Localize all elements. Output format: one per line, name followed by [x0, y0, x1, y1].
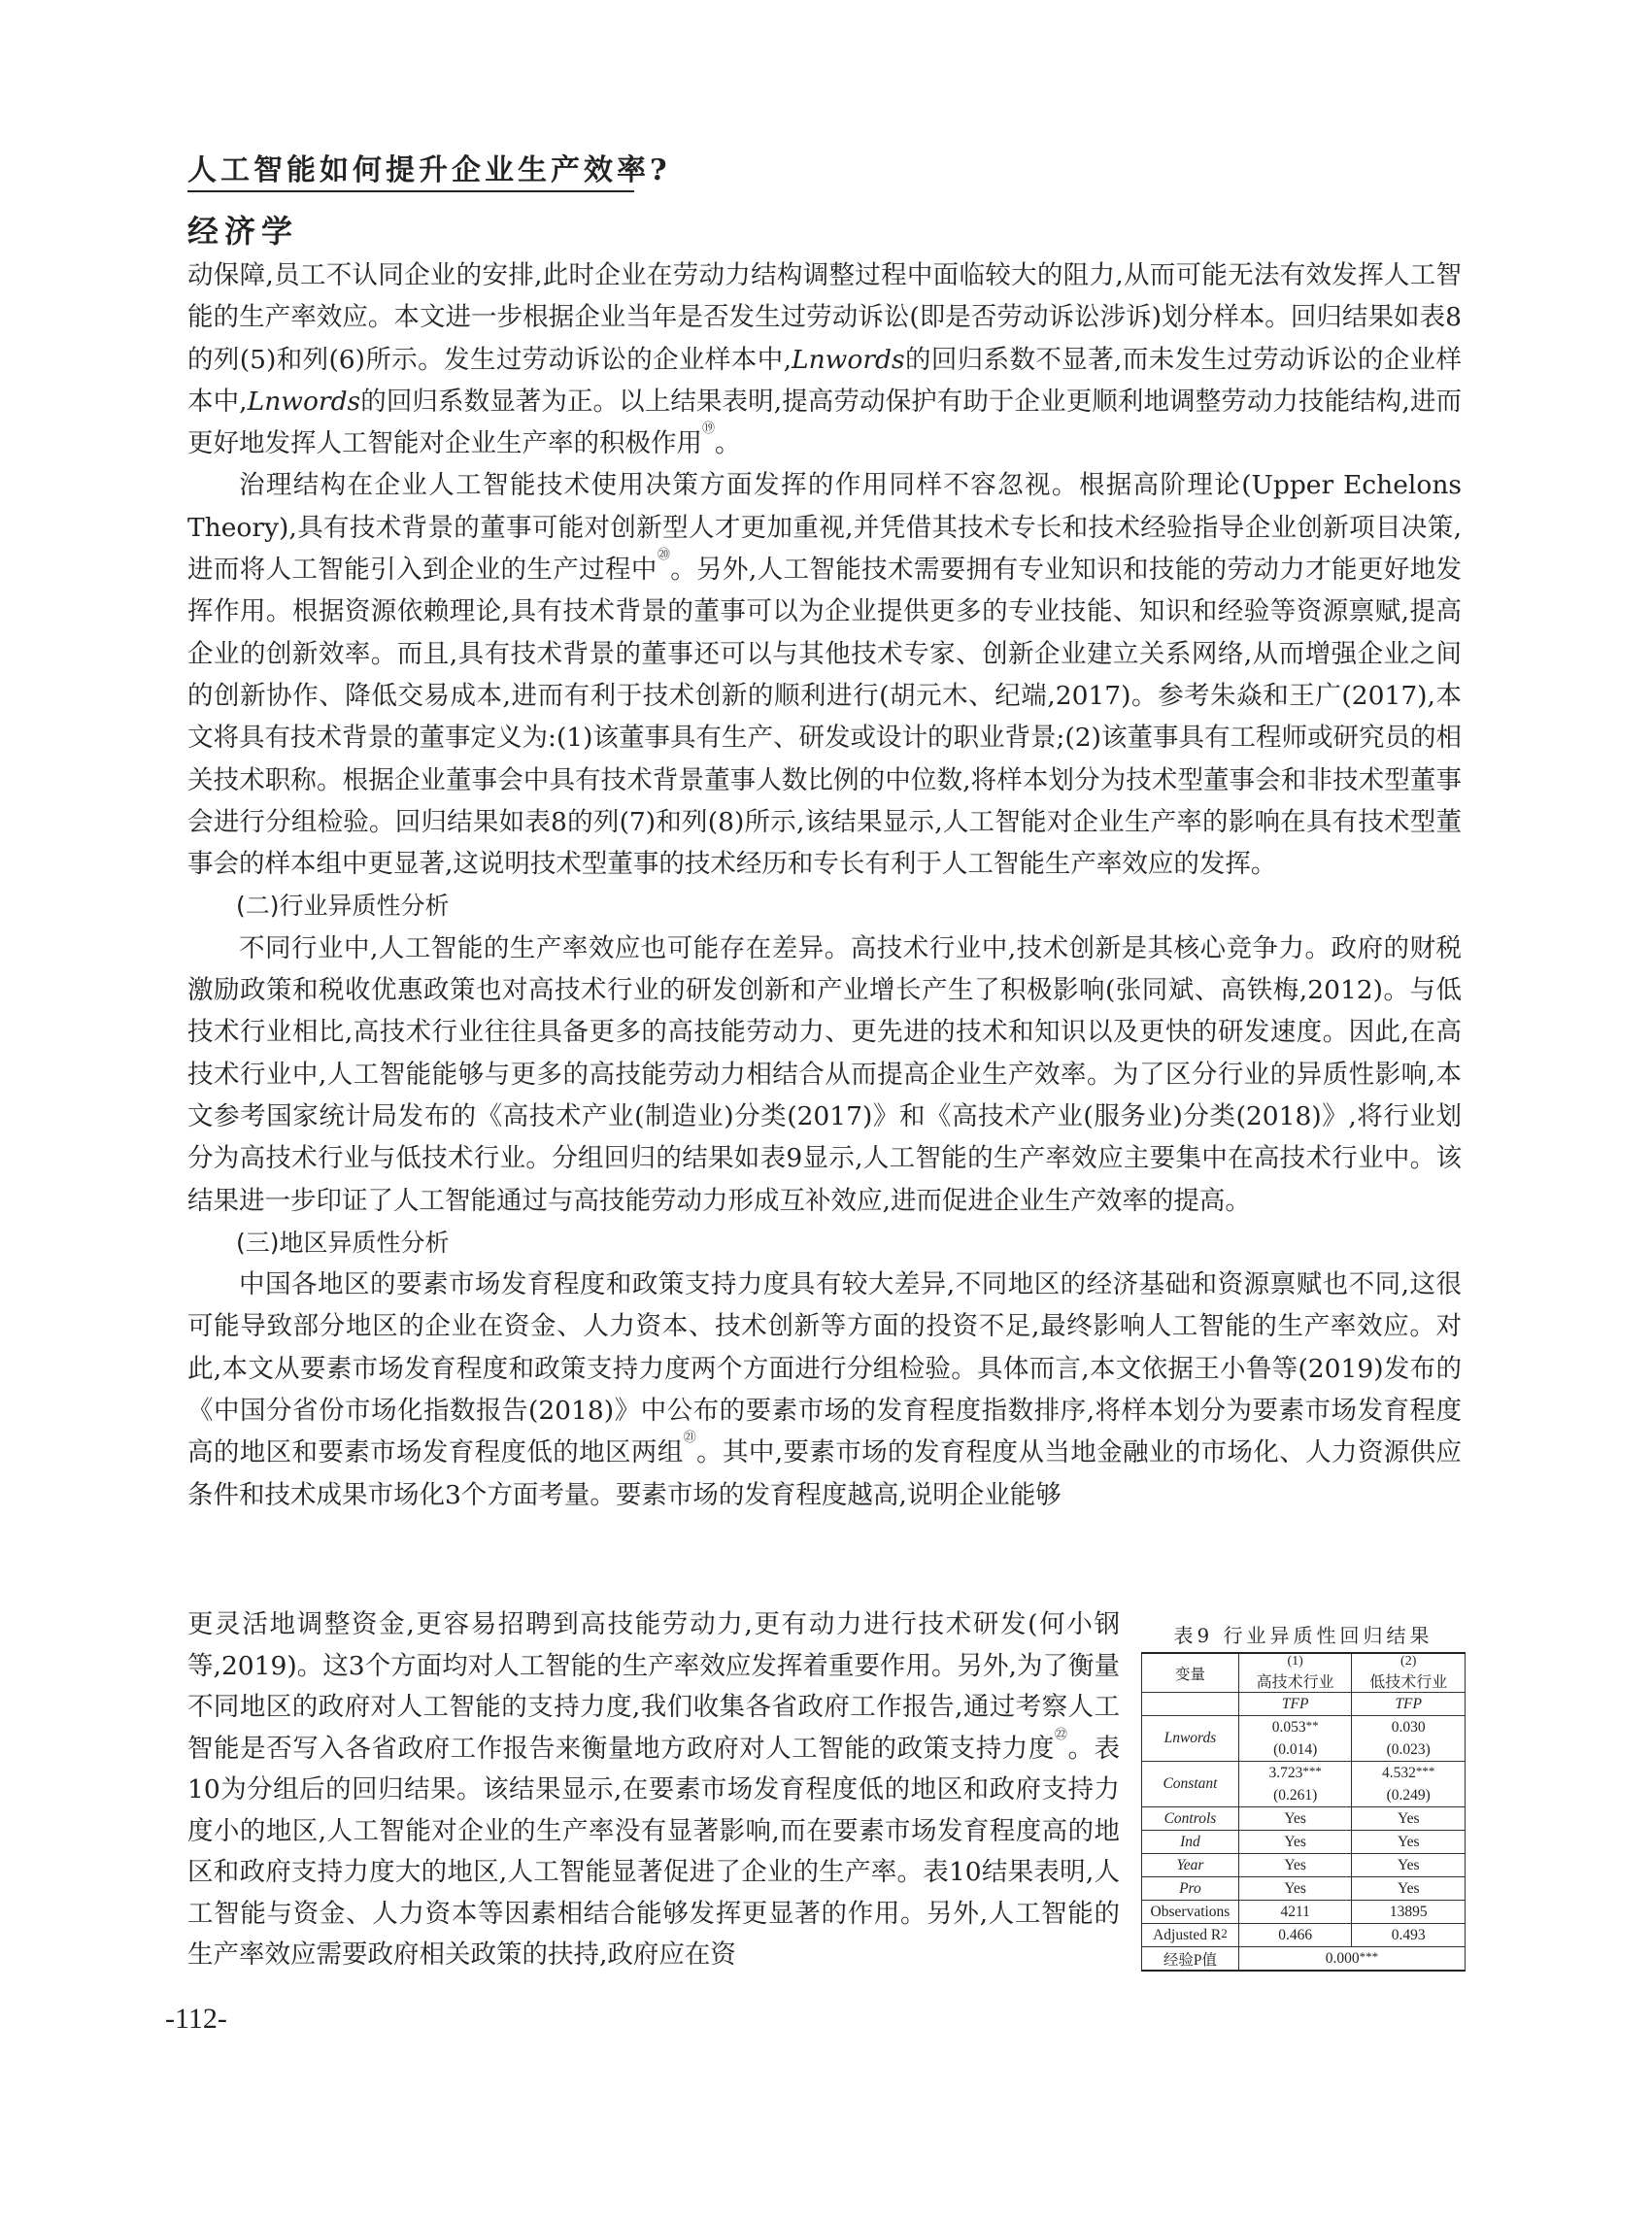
row-label-observations: Observations: [1142, 1901, 1239, 1924]
se-constant-2: (0.249): [1352, 1784, 1466, 1807]
footnote-ref: ㉒: [1054, 1727, 1068, 1742]
controls-1: Yes: [1238, 1807, 1352, 1831]
section-heading-region: (三)地区异质性分析: [236, 1228, 450, 1257]
paragraph-region-cont: 更灵活地调整资金,更容易招聘到高技能劳动力,更有动力进行技术研发(何小钢等,2019)。这3个方面均对人工智能的生产率效应发挥着重要作用。另外,为了衡量不同地区的政府对人工智能的支持力度,我们收集各省政府工作报告,通过考察人工智能是否写入各省政府工作报告来衡量地方政府对人工智能的政策支持力度$^㉒$。表10为分组后的回归结果。该结果显示,在要素市场发育程度低的地区和政府支持力度小的地区,人工智能对企业的生产率没有显著影响,而在要素市场发育程度高的地区和政府支持力度大的地区,人工智能显著促进了企业的生产率。表10结果表明,人工智能与资金、人力资本等因素相结合能够发挥更显著的作用。另外,人工智能的生产率效应需要政府相关政策的扶持,政府应在资: [187, 1609, 1120, 1970]
header-col2-name: 低技术行业: [1352, 1670, 1466, 1693]
paragraph-governance: 治理结构在企业人工智能技术使用决策方面发挥的作用同样不容忽视。根据高阶理论(Upper Echelons Theory),具有技术背景的董事可能对创新型人才更加重视,并凭借其技术专长和技术经验指导企业创新项目决策,进而将人工智能引入到企业的生产过程中⑳。另外,人工智能技术需要拥有专业知识和技能的劳动力才能更好地发挥作用。根据资源依赖理论,具有技术背景的董事可以为企业提供更多的专业技能、知识和经验等资源禀赋,提高企业的创新效率。而且,具有技术背景的董事还可以与其他技术专家、创新企业建立关系网络,从而增强企业之间的创新协作、降低交易成本,进而有利于技术创新的顺利进行(胡元木、纪端,2017)。参考朱焱和王广(2017),本文将具有技术背景的董事定义为:(1)该董事具有生产、研发或设计的职业背景;(2)该董事具有工程师或研究员的相关技术职称。根据企业董事会中具有技术背景董事人数比例的中位数,将样本划分为技术型董事会和非技术型董事会进行分组检验。回归结果如表8的列(7)和列(8)所示,该结果显示,人工智能对企业生产率的影响在具有技术型董事会的样本组中更显著,这说明技术型董事的技术经历和专长有利于人工智能生产率效应的发挥。: [187, 470, 1462, 880]
row-label-adjusted-r2: Adjusted $R^2$: [1142, 1924, 1239, 1947]
page-number: -112-: [165, 2003, 227, 2035]
header-rule: [187, 190, 634, 192]
header-col1-num: (1): [1238, 1653, 1352, 1670]
dep-var-1: TFP: [1238, 1693, 1352, 1716]
obs-1: 4211: [1238, 1901, 1352, 1924]
ind-1: Yes: [1238, 1831, 1352, 1854]
row-label-ind: Ind: [1142, 1831, 1239, 1854]
coef-lnwords-1: 0.053**: [1238, 1716, 1352, 1739]
coef-constant-2: 4.532***: [1352, 1762, 1466, 1785]
paragraph-region: 中国各地区的要素市场发育程度和政策支持力度具有较大差异,不同地区的经济基础和资源禀赋也不同,这很可能导致部分地区的企业在资金、人力资本、技术创新等方面的投资不足,最终影响人工智能的生产率效应。对此,本文从要素市场发育程度和政策支持力度两个方面进行分组检验。具体而言,本文依据王小鲁等(2019)发布的《中国分省份市场化指数报告(2018)》中公布的要素市场的发育程度指数排序,将样本划分为要素市场发育程度高的地区和要素市场发育程度低的地区两组$^㉑$。其中,要素市场的发育程度从当地金融业的市场化、人力资源供应条件和技术成果市场化3个方面考量。要素市场的发育程度越高,说明企业能够: [187, 1269, 1462, 1510]
coef-constant-1: 3.723***: [1238, 1762, 1352, 1785]
obs-2: 13895: [1352, 1901, 1466, 1924]
header-variable: 变量: [1142, 1653, 1239, 1693]
table-caption: 表9 行业异质性回归结果: [1173, 1624, 1433, 1647]
year-2: Yes: [1352, 1854, 1466, 1877]
year-1: Yes: [1238, 1854, 1352, 1877]
coef-lnwords-2: 0.030: [1352, 1716, 1466, 1739]
se-constant-1: (0.261): [1238, 1784, 1352, 1807]
pvalue: 0.000***: [1238, 1947, 1465, 1972]
regression-table: [1141, 1652, 1466, 1972]
row-label-pro: Pro: [1142, 1877, 1239, 1901]
footnote-ref: ⑲: [702, 422, 716, 437]
pro-1: Yes: [1238, 1877, 1352, 1901]
se-lnwords-2: (0.023): [1352, 1738, 1466, 1762]
wrapped-text: [187, 1604, 1120, 1976]
controls-2: Yes: [1352, 1807, 1466, 1831]
section-heading-industry: (二)行业异质性分析: [236, 892, 450, 921]
row-label-year: Year: [1142, 1854, 1239, 1877]
table-9: [1141, 1620, 1466, 1972]
main-text: [187, 254, 1462, 1516]
se-lnwords-1: (0.014): [1238, 1738, 1352, 1762]
r2-2: 0.493: [1352, 1924, 1466, 1947]
footnote-ref: ㉑: [683, 1431, 697, 1446]
dep-var-2: TFP: [1352, 1693, 1466, 1716]
row-label-pvalue: 经验P值: [1142, 1947, 1239, 1972]
row-label-lnwords: Lnwords: [1142, 1716, 1239, 1762]
r2-1: 0.466: [1238, 1924, 1352, 1947]
header-col2-num: (2): [1352, 1653, 1466, 1670]
pro-2: Yes: [1352, 1877, 1466, 1901]
cell-empty: [1142, 1693, 1239, 1716]
var-lnwords: Lnwords: [792, 344, 905, 375]
running-title: 人工智能如何提升企业生产效率?: [187, 153, 671, 187]
ind-2: Yes: [1352, 1831, 1466, 1854]
section-label: 经济学: [187, 213, 299, 250]
footnote-ref: ⑳: [657, 548, 671, 563]
var-lnwords: Lnwords: [247, 386, 361, 417]
paragraph-labor-protection: 动保障,员工不认同企业的安排,此时企业在劳动力结构调整过程中面临较大的阻力,从而可能无法有效发挥人工智能的生产率效应。本文进一步根据企业当年是否发生过劳动诉讼(即是否劳动诉讼涉诉)划分样本。回归结果如表8的列(5)和列(6)所示。发生过劳动诉讼的企业样本中,Lnwords的回归系数不显著,而未发生过劳动诉讼的企业样本中,Lnwords的回归系数显著为正。以上结果表明,提高劳动保护有助于企业更顺利地调整劳动力技能结构,进而更好地发挥人工智能对企业生产率的积极作用⑲。: [187, 260, 1462, 459]
header-col1-name: 高技术行业: [1238, 1670, 1352, 1693]
row-label-constant: Constant: [1142, 1762, 1239, 1807]
paragraph-industry: 不同行业中,人工智能的生产率效应也可能存在差异。高技术行业中,技术创新是其核心竞争力。政府的财税激励政策和税收优惠政策也对高技术行业的研发创新和产业增长产生了积极影响(张同斌、高铁梅,2012)。与低技术行业相比,高技术行业往往具备更多的高技能劳动力、更先进的技术和知识以及更快的研发速度。因此,在高技术行业中,人工智能能够与更多的高技能劳动力相结合从而提高企业生产效率。为了区分行业的异质性影响,本文参考国家统计局发布的《高技术产业(制造业)分类(2017)》和《高技术产业(服务业)分类(2018)》,将行业划分为高技术行业与低技术行业。分组回归的结果如表9显示,人工智能的生产率效应主要集中在高技术行业中。该结果进一步印证了人工智能通过与高技能劳动力形成互补效应,进而促进企业生产效率的提高。: [187, 932, 1462, 1216]
row-label-controls: Controls: [1142, 1807, 1239, 1831]
